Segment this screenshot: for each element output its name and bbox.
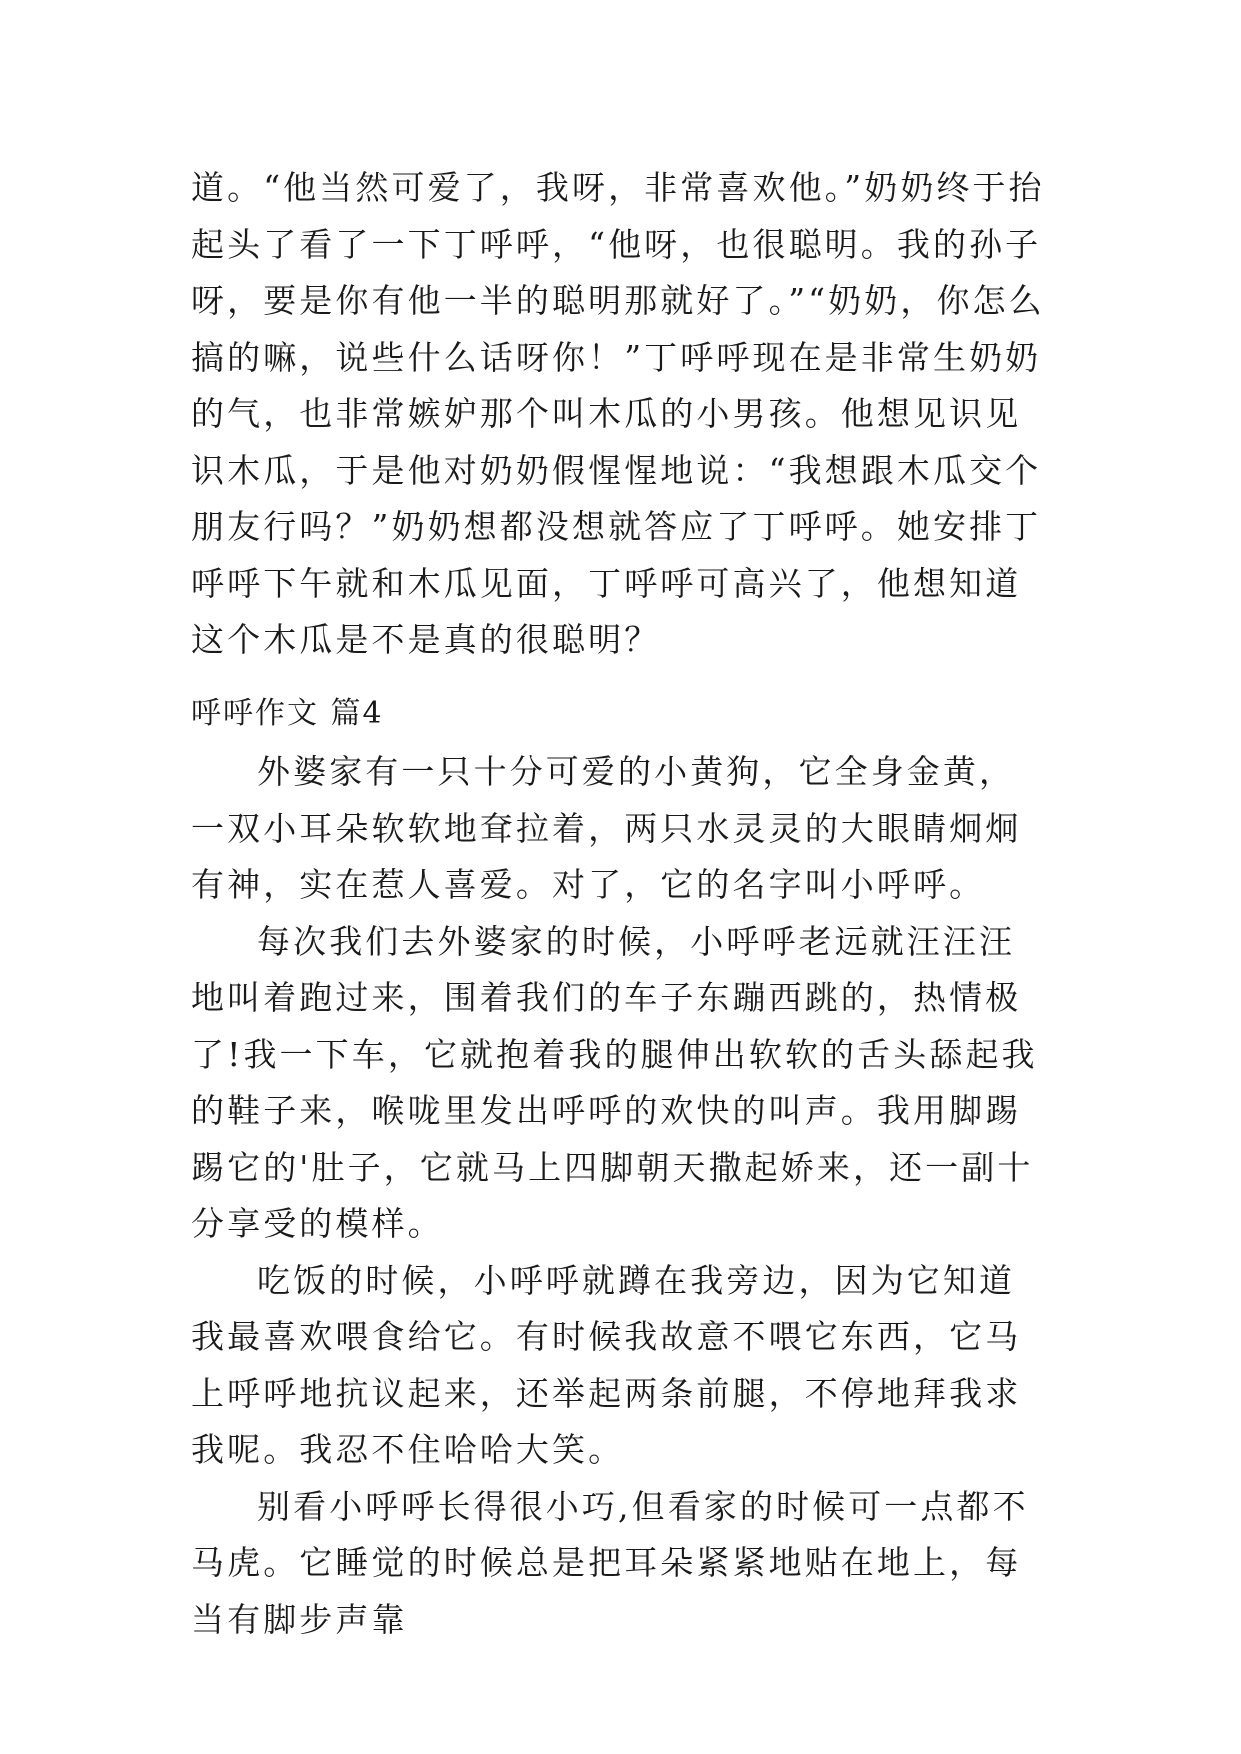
paragraph-2: 每次我们去外婆家的时候，小呼呼老远就汪汪汪地叫着跑过来，围着我们的车子东蹦西跳的，热情极了!我一下车，它就抱着我的腿伸出软软的舌头舔起我的鞋子来，喉咙里发出呼呼的欢快的叫声。我用脚踢踢它的'肚子，它就马上四脚朝天撒起娇来，还一副十分享受的模样。 [191, 921, 1038, 1243]
section-title: 呼呼作文 篇4 [191, 696, 384, 731]
continuation-text [191, 160, 1051, 669]
continuation-paragraph: 道。“他当然可爱了，我呀，非常喜欢他。”奶奶终于抬起头了看了一下丁呼呼，“他呀，也很聪明。我的孙子呀，要是你有他一半的聪明那就好了。”“奶奶，你怎么搞的嘛，说些什么话呀你！”丁呼呼现在是非常生奶奶的气，也非常嫉妒那个叫木瓜的小男孩。他想见识见识木瓜，于是他对奶奶假惺惺地说：“我想跟木瓜交个朋友行吗？”奶奶想都没想就答应了丁呼呼。她安排丁呼呼下午就和木瓜见面，丁呼呼可高兴了，他想知道这个木瓜是不是真的很聪明？ [191, 168, 1045, 659]
essay-body [191, 744, 1051, 1648]
paragraph-4: 别看小呼呼长得很小巧,但看家的时候可一点都不马虎。它睡觉的时候总是把耳朵紧紧地贴在地上，每当有脚步声靠 [191, 1486, 1029, 1639]
paragraph-1: 外婆家有一只十分可爱的小黄狗，它全身金黄，一双小耳朵软软地耷拉着，两只水灵灵的大眼睛炯炯有神，实在惹人喜爱。对了，它的名字叫小呼呼。 [191, 752, 1022, 904]
paragraph-3: 吃饭的时候，小呼呼就蹲在我旁边，因为它知道我最喜欢喂食给它。有时候我故意不喂它东西，它马上呼呼地抗议起来，还举起两条前腿，不停地拜我求我呢。我忍不住哈哈大笑。 [191, 1260, 1022, 1469]
